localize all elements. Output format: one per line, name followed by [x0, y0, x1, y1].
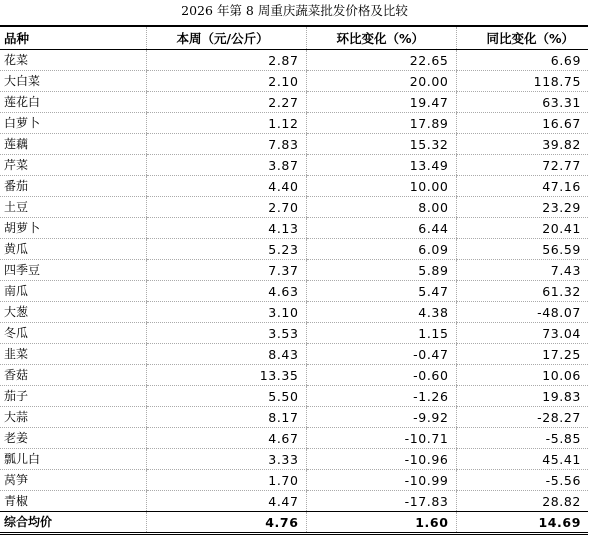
cell-mom-change: -10.71	[306, 428, 456, 449]
cell-price: 3.53	[146, 323, 306, 344]
cell-name: 黄瓜	[0, 239, 146, 260]
cell-mom-change: 13.49	[306, 155, 456, 176]
cell-price: 4.13	[146, 218, 306, 239]
table-row	[0, 239, 588, 260]
table-row	[0, 365, 588, 386]
cell-mom-change: 15.32	[306, 134, 456, 155]
cell-price: 4.63	[146, 281, 306, 302]
cell-yoy-change: 16.67	[456, 113, 588, 134]
cell-mom-change: -0.60	[306, 365, 456, 386]
cell-price: 7.37	[146, 260, 306, 281]
cell-name: 大白菜	[0, 71, 146, 92]
cell-price: 4.40	[146, 176, 306, 197]
cell-name: 芹菜	[0, 155, 146, 176]
summary-price: 4.76	[146, 512, 306, 534]
cell-price: 1.12	[146, 113, 306, 134]
cell-name: 大蒜	[0, 407, 146, 428]
summary-mom-change: 1.60	[306, 512, 456, 534]
table-row	[0, 176, 588, 197]
cell-name: 番茄	[0, 176, 146, 197]
header-row	[0, 26, 588, 50]
header-mom: 环比变化（%）	[306, 26, 456, 50]
price-table	[0, 25, 588, 535]
cell-mom-change: 6.44	[306, 218, 456, 239]
cell-name: 莲藕	[0, 134, 146, 155]
table-row	[0, 218, 588, 239]
summary-yoy-change: 14.69	[456, 512, 588, 534]
table-row	[0, 71, 588, 92]
cell-mom-change: 17.89	[306, 113, 456, 134]
summary-row	[0, 512, 588, 534]
table-row	[0, 470, 588, 491]
table-row	[0, 92, 588, 113]
table-row	[0, 449, 588, 470]
cell-name: 冬瓜	[0, 323, 146, 344]
table-body	[0, 50, 588, 534]
cell-yoy-change: 73.04	[456, 323, 588, 344]
cell-mom-change: 22.65	[306, 50, 456, 71]
cell-yoy-change: 45.41	[456, 449, 588, 470]
table-row	[0, 302, 588, 323]
cell-mom-change: 5.47	[306, 281, 456, 302]
cell-mom-change: -1.26	[306, 386, 456, 407]
cell-yoy-change: 118.75	[456, 71, 588, 92]
table-row	[0, 113, 588, 134]
cell-yoy-change: 6.69	[456, 50, 588, 71]
cell-name: 茄子	[0, 386, 146, 407]
cell-name: 大葱	[0, 302, 146, 323]
cell-price: 8.43	[146, 344, 306, 365]
cell-name: 青椒	[0, 491, 146, 512]
cell-yoy-change: 47.16	[456, 176, 588, 197]
cell-price: 7.83	[146, 134, 306, 155]
cell-yoy-change: 63.31	[456, 92, 588, 113]
cell-mom-change: 1.15	[306, 323, 456, 344]
summary-name: 综合均价	[0, 512, 146, 534]
cell-yoy-change: -28.27	[456, 407, 588, 428]
cell-price: 5.23	[146, 239, 306, 260]
cell-price: 2.10	[146, 71, 306, 92]
cell-mom-change: 6.09	[306, 239, 456, 260]
cell-yoy-change: 61.32	[456, 281, 588, 302]
cell-mom-change: 8.00	[306, 197, 456, 218]
cell-name: 瓢儿白	[0, 449, 146, 470]
table-row	[0, 281, 588, 302]
table-row	[0, 386, 588, 407]
cell-price: 2.87	[146, 50, 306, 71]
cell-price: 3.87	[146, 155, 306, 176]
cell-name: 韭菜	[0, 344, 146, 365]
table-row	[0, 155, 588, 176]
cell-mom-change: -17.83	[306, 491, 456, 512]
cell-name: 胡萝卜	[0, 218, 146, 239]
table-row	[0, 134, 588, 155]
cell-mom-change: -10.96	[306, 449, 456, 470]
cell-name: 香菇	[0, 365, 146, 386]
cell-mom-change: 5.89	[306, 260, 456, 281]
table-row	[0, 491, 588, 512]
cell-name: 四季豆	[0, 260, 146, 281]
cell-yoy-change: 20.41	[456, 218, 588, 239]
cell-name: 老姜	[0, 428, 146, 449]
cell-name: 南瓜	[0, 281, 146, 302]
cell-yoy-change: 56.59	[456, 239, 588, 260]
cell-mom-change: 10.00	[306, 176, 456, 197]
header-variety: 品种	[0, 26, 146, 50]
cell-yoy-change: 39.82	[456, 134, 588, 155]
header-price: 本周（元/公斤）	[146, 26, 306, 50]
header-yoy: 同比变化（%）	[456, 26, 588, 50]
cell-mom-change: 20.00	[306, 71, 456, 92]
cell-mom-change: -10.99	[306, 470, 456, 491]
table-row	[0, 197, 588, 218]
cell-yoy-change: -5.85	[456, 428, 588, 449]
cell-price: 8.17	[146, 407, 306, 428]
cell-name: 土豆	[0, 197, 146, 218]
cell-yoy-change: 17.25	[456, 344, 588, 365]
cell-name: 花菜	[0, 50, 146, 71]
cell-yoy-change: 10.06	[456, 365, 588, 386]
table-row	[0, 428, 588, 449]
table-row	[0, 323, 588, 344]
cell-price: 5.50	[146, 386, 306, 407]
cell-price: 2.70	[146, 197, 306, 218]
cell-price: 13.35	[146, 365, 306, 386]
cell-yoy-change: 19.83	[456, 386, 588, 407]
table-row	[0, 260, 588, 281]
table-row	[0, 344, 588, 365]
cell-yoy-change: -48.07	[456, 302, 588, 323]
cell-mom-change: -9.92	[306, 407, 456, 428]
cell-yoy-change: 23.29	[456, 197, 588, 218]
cell-yoy-change: -5.56	[456, 470, 588, 491]
cell-price: 1.70	[146, 470, 306, 491]
cell-mom-change: 4.38	[306, 302, 456, 323]
cell-name: 白萝卜	[0, 113, 146, 134]
table-row	[0, 50, 588, 71]
cell-name: 莲花白	[0, 92, 146, 113]
cell-yoy-change: 72.77	[456, 155, 588, 176]
cell-price: 3.33	[146, 449, 306, 470]
cell-yoy-change: 28.82	[456, 491, 588, 512]
cell-yoy-change: 7.43	[456, 260, 588, 281]
cell-price: 3.10	[146, 302, 306, 323]
cell-price: 2.27	[146, 92, 306, 113]
cell-price: 4.47	[146, 491, 306, 512]
cell-name: 莴笋	[0, 470, 146, 491]
cell-price: 4.67	[146, 428, 306, 449]
page-title: 2026 年第 8 周重庆蔬菜批发价格及比较	[181, 3, 408, 18]
cell-mom-change: 19.47	[306, 92, 456, 113]
cell-mom-change: -0.47	[306, 344, 456, 365]
table-row	[0, 407, 588, 428]
